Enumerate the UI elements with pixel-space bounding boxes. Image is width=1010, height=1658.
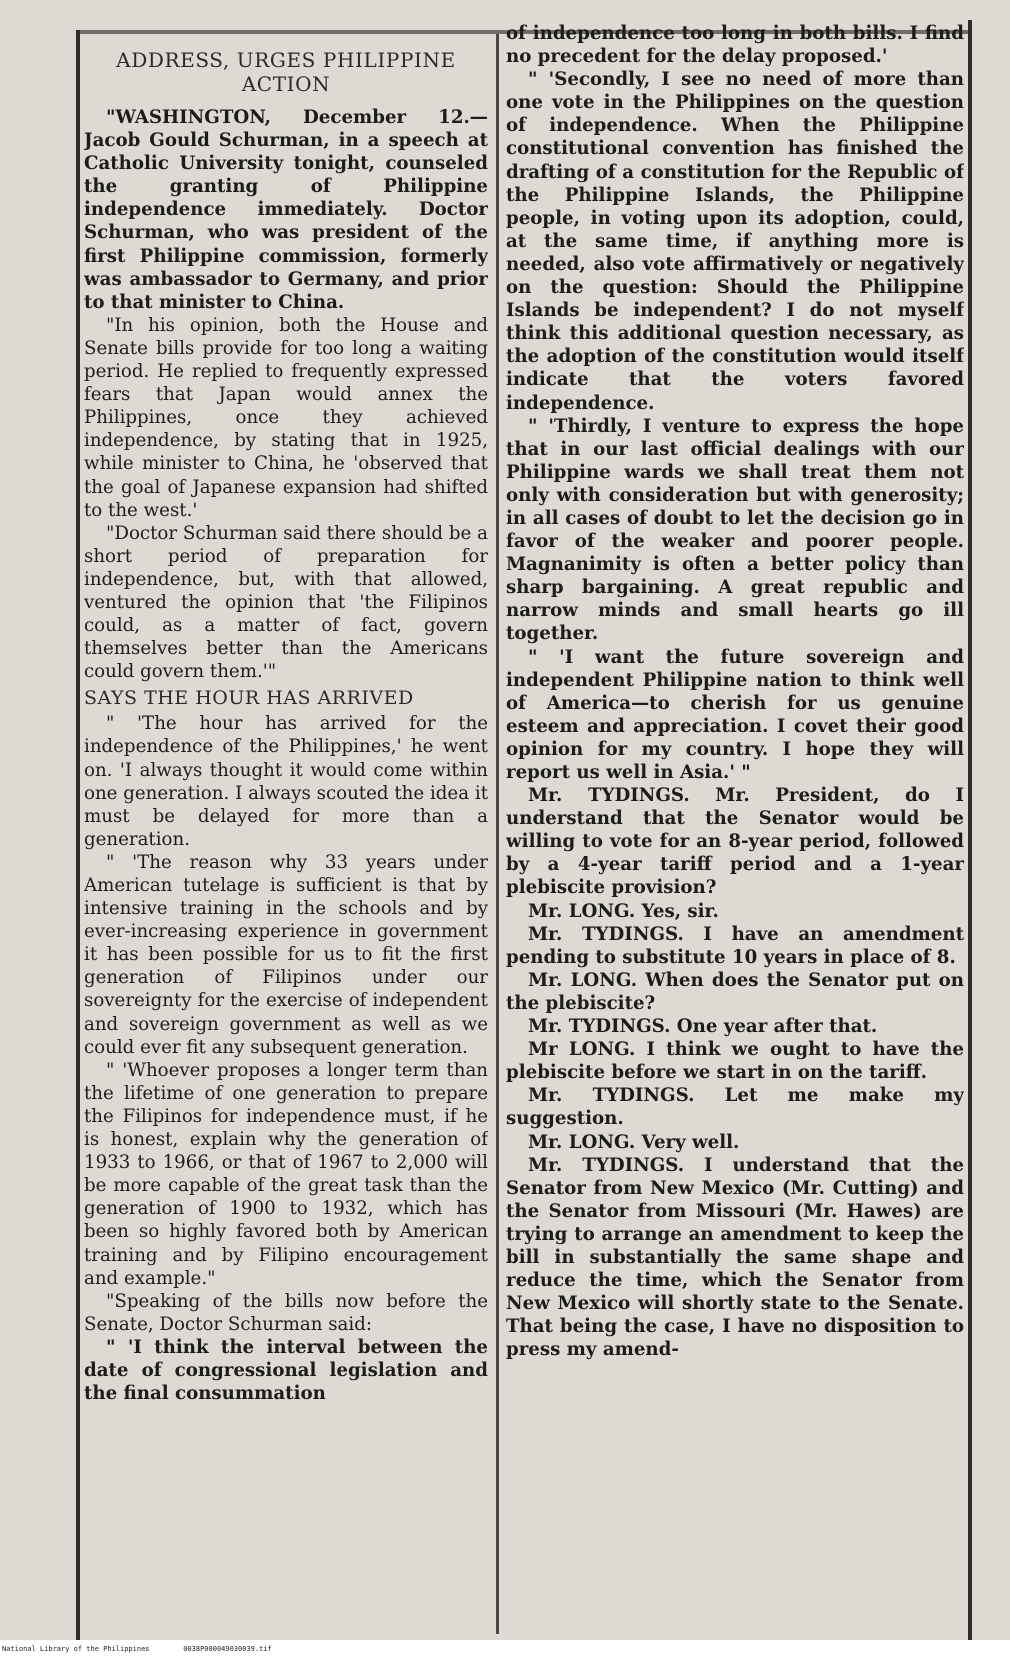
article-paragraph: "In his opinion, both the House and Senate bills provide for too long a waiting period. He replied to frequently expressed fears that Japan would annex the Philippines, once they achieved independence, by stating that in 1925, while minister to China, he 'observed that the goal of Japanese expansion had shifted to the west.' [84,314,488,521]
article-paragraph: of independence too long in both bills. I find no precedent for the delay proposed.' [506,23,964,68]
article-paragraph: " 'Secondly, I see no need of more than one vote in the Philippines on the question of independence. When the Philippine constitutional convention has finished the drafting of a constitution for the Republic of the Philippine Islands, the Philippine people, in voting upon its adoption, could, at the same time, if anything more is needed, also vote affirmatively or negatively on the question: Should the Philippine Islands be independent? I do not myself think this additional question necessary, as the adoption of the constitution would itself indicate that the voters favored independence. [506,69,964,414]
record-paragraph: Mr. TYDINGS. Mr. President, do I understand that the Senator would be willing to vote for an 8-year period, followed by a 4-year tariff period and a 1-year plebiscite provision? [506,785,964,899]
right-column [506,22,964,1618]
article-headline: ADDRESS, URGES PHILIPPINE ACTION [116,48,456,96]
record-paragraph: Mr. LONG. Very well. [528,1131,740,1153]
record-paragraph: Mr. TYDINGS. I have an amendment pending to substitute 10 years in place of 8. [506,923,964,968]
record-paragraph: Mr. TYDINGS. One year after that. [528,1016,878,1038]
scan-footer [2,1645,272,1653]
record-paragraph: Mr. LONG. Yes, sir. [528,900,719,922]
column-border-left [76,30,80,1642]
article-paragraph: "Speaking of the bills now before the Senate, Doctor Schurman said: [84,1290,488,1335]
article-paragraph: " 'I want the future sovereign and independent Philippine nation to think well of America—to cherish for us genuine esteem and appreciation. I covet their good opinion for my country. I hope they will report us well in Asia.' " [506,646,964,783]
column-divider [496,34,499,1634]
article-paragraph: "WASHINGTON, December 12.— Jacob Gould Schurman, in a speech at Catholic University tonight, counseled the granting of Philippine independence immediately. Doctor Schurman, who was president of the first Philippine commission, formerly was ambassador to Germany, and prior to that minister to China. [84,107,488,313]
article-paragraph: " 'I think the interval between the date of congressional legislation and the final consummation [84,1336,488,1405]
article-paragraph: " 'Whoever proposes a longer term than the lifetime of one generation to prepare the Filipinos for independence must, if he is honest, explain why the generation of 1933 to 1966, or that of 1967 to 2,000 will be more capable of the great task than the generation of 1900 to 1932, which has been so highly favored both by American training and by Filipino encouragement and example." [84,1059,488,1289]
article-paragraph: "Doctor Schurman said there should be a short period of preparation for independence, but, with that allowed, ventured the opinion that 'the Filipinos could, as a matter of fact, govern themselves better than the Americans could govern them.'" [84,522,488,683]
record-paragraph: Mr. LONG. When does the Senator put on the plebiscite? [506,969,964,1014]
article-paragraph: " 'Thirdly, I venture to express the hope that in our last official dealings with our Philippine wards we shall treat them not only with consideration but with generosity; in all cases of doubt to let the decision go in favor of the weaker and poorer people. Magnanimity is often a better policy than sharp bargaining. A great republic and narrow minds and small hearts go ill together. [506,415,964,645]
source-label: National Library of the Philippines [2,1645,150,1653]
article-subheadline: SAYS THE HOUR HAS ARRIVED [84,687,414,710]
article-paragraph: " 'The hour has arrived for the independence of the Philippines,' he went on. 'I always thought it would come within one generation. I always scouted the idea it must be delayed for more than a generation. [84,713,488,850]
article-paragraph: " 'The reason why 33 years under American tutelage is sufficient is that by intensive training in the schools and by ever-increasing experience in government it has been possible for us to fit the first generation of Filipinos under our sovereignty for the exercise of independent and sovereign government as well as we could ever fit any subsequent generation. [84,851,488,1058]
column-border-right [968,20,972,1640]
file-name: 0038P000049030039.tif [183,1645,272,1653]
record-paragraph: Mr. TYDINGS. Let me make my suggestion. [506,1085,964,1130]
record-paragraph: Mr LONG. I think we ought to have the plebiscite before we start in on the tariff. [506,1039,964,1084]
record-paragraph: Mr. TYDINGS. I understand that the Senator from New Mexico (Mr. Cutting) and the Senator from Missouri (Mr. Hawes) are trying to arrange an amendment to keep the bill in substantially the same shape and reduce the time, which the Senator from New Mexico will shortly state to the Senate. That being the case, I have no disposition to press my amend- [506,1154,964,1361]
left-column [84,42,488,1618]
